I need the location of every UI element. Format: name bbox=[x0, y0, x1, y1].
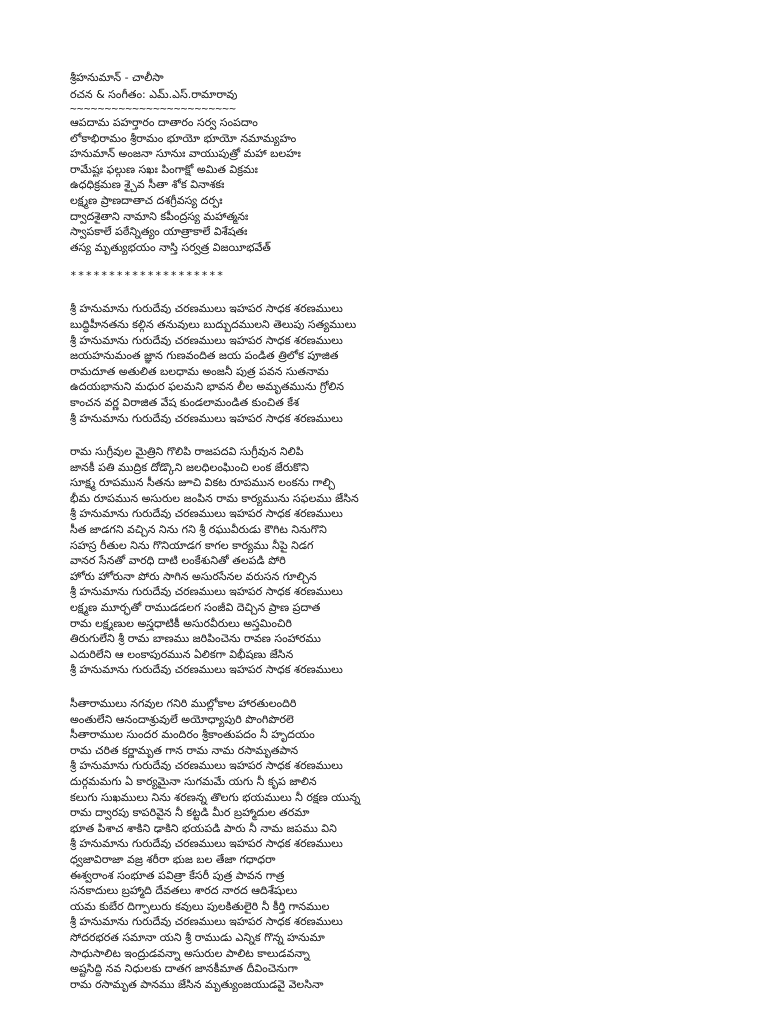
shloka-line: ఉధధిక్రమణ శ్చైవ సీతా శోక వినాశకః bbox=[70, 178, 225, 192]
shloka-line: ద్వాదశైతాని నామాని కపీంద్రస్య మహాత్మనః bbox=[70, 209, 249, 223]
verse-line: సూక్ష్మ రూపమున సీతను జూచి వికట రూపమున లంకను గాల్చి bbox=[70, 476, 335, 490]
shloka-line: లక్ష్మణ ప్రాణదాతాచ దశగ్రీవస్య దర్పః bbox=[70, 193, 223, 207]
verse-stanza bbox=[70, 696, 750, 992]
verse-line: హోరు హోరునా పోరు సాగిన అసురసేనల వరుసన గూల్చిన bbox=[70, 569, 317, 583]
verse-line: కాంచన వర్ణ విరాజిత వేష కుండలామండిత కుంచిత కేశ bbox=[70, 395, 300, 409]
verse-line: సాధుసాలిట ఇంద్రుడవన్నా అసురుల పాలిట కాలుడవన్నా bbox=[70, 946, 310, 960]
verse-line: సీతారాముల సుందర మందిరం శ్రీకాంతుపదం నీ హృదయం bbox=[70, 728, 315, 742]
verse-line: రామ ద్వారపు కాపరివైన నీ కట్టడి మీర బ్రహ్మాదుల తరమా bbox=[70, 806, 310, 820]
shloka-line: స్వాపకాలే పఠేన్నిత్యం యాత్రాకాలే విశేషతః bbox=[70, 225, 248, 239]
verse-line: రామ చరిత కర్ణామృత గాన రామ నామ రసామృతపాన bbox=[70, 743, 299, 757]
verse-line: జానకీ పతి ముద్రిక దోడ్కొని జలధిలంఘించి లంక జేరుకొని bbox=[70, 460, 309, 474]
verse-line: ఎదురిలేని ఆ లంకాపురమున ఏలికగా విభీషణు జేసిన bbox=[70, 647, 294, 661]
verse-line: శ్రీ హనుమాను గురుదేవు చరణములు ఇహపర సాధక శరణములు bbox=[70, 302, 343, 316]
shloka-line: రామేష్టః ఫల్గుణ సఖః పింగాక్షో అమిత విక్రమః bbox=[70, 162, 258, 176]
verse-line: ధ్వజావిరాజా వజ్ర శరీరా భుజ బల తేజా గధాధరా bbox=[70, 852, 276, 866]
verse-line: సీతారాములు నగవుల గనిరి ముల్లోకాల హారతులందిరి bbox=[70, 697, 297, 710]
chalisa-verses bbox=[70, 301, 750, 992]
verse-line: తిరుగులేని శ్రీ రామ బాణము జరిపించెను రావణ సంహారము bbox=[70, 632, 321, 646]
verse-line: కలుగు సుఖములు నిను శరణన్న తొలగు భయములు నీ రక్షణ యున్న bbox=[70, 790, 361, 804]
verse-line: శ్రీ హనుమాను గురుదేవు చరణములు ఇహపర సాధక శరణములు bbox=[70, 507, 343, 521]
verse-line: శ్రీ హనుమాను గురుదేవు చరణములు ఇహపర సాధక శరణములు bbox=[70, 915, 343, 929]
document-header bbox=[70, 70, 750, 103]
tilde-separator: ~~~~~~~~~~~~~~~~~~~~~~~~ bbox=[70, 102, 237, 115]
verse-line: రామ లక్ష్మణుల అస్త్రధాటికీ అసురవీరులు అస్తమించిరి bbox=[70, 616, 292, 630]
verse-line: భూత పిశాచ శాకిని ఢాకిని భయపడి పారు నీ నామ జపము విని bbox=[70, 821, 337, 835]
verse-line: శ్రీ హనుమాను గురుదేవు చరణములు ఇహపర సాధక శరణములు bbox=[70, 411, 343, 425]
verse-line: యమ కుబేర దిగ్పాలురు కవులు పులకితులైరి నీ కీర్తి గానముల bbox=[70, 899, 330, 913]
shloka-line: తస్య మృత్యుభయం నాస్తి సర్వత్ర విజయీభవేత్ bbox=[70, 240, 271, 254]
verse-line: వానర సేనతో వారధి దాటి లంకేశునితో తలపడి పోరి bbox=[70, 554, 286, 568]
verse-line: లక్ష్మణ మూర్ఛతో రాముడడలగ సంజీవి దెచ్చిన ప్రాణ ప్రదాత bbox=[70, 601, 321, 615]
verse-line: శ్రీ హనుమాను గురుదేవు చరణములు ఇహపర సాధక శరణములు bbox=[70, 663, 343, 677]
verse-line: అంతులేని ఆనందాశ్రువులే అయోధ్యాపురి పొంగిపొరలె bbox=[70, 712, 294, 726]
verse-line: రామ సుగ్రీవుల మైత్రిని గొలిపి రాజపదవి సుగ్రీవున నిలిపి bbox=[70, 445, 304, 459]
verse-line: రామదూత అతులిత బలధామ అంజనీ పుత్ర పవన సుతనామ bbox=[70, 364, 329, 378]
verse-line: ఈశ్వరాంశ సంభూత పవిత్రా కేసరీ పుత్ర పావన గాత్ర bbox=[70, 868, 285, 882]
verse-line: సోదరభరత సమానా యని శ్రీ రాముడు ఎన్నిక గొన్న హనుమా bbox=[70, 930, 325, 944]
shloka-line: ఆపదామ పహర్తారం దాతారం సర్వ సంపదాం bbox=[70, 116, 258, 129]
star-separator: ******************** bbox=[70, 269, 225, 283]
verse-line: శ్రీ హనుమాను గురుదేవు చరణములు ఇహపర సాధక శరణములు bbox=[70, 759, 343, 773]
verse-stanza bbox=[70, 444, 750, 678]
verse-line: శ్రీ హనుమాను గురుదేవు చరణములు ఇహపర సాధక శరణములు bbox=[70, 837, 343, 851]
shloka-line: హనుమాన్ అంజనా సూనుః వాయుపుత్రో మహా బలహః bbox=[70, 147, 301, 161]
verse-line: జయహనుమంత జ్ఞాన గుణవందిత జయ పండిత త్రిలోక పూజిత bbox=[70, 349, 339, 363]
verse-line: అష్టసిద్ది నవ నిధులకు దాతగ జానకీమాత దీవించెనుగా bbox=[70, 962, 298, 976]
document-body bbox=[70, 70, 750, 1010]
verse-line: శ్రీ హనుమాను గురుదేవు చరణములు ఇహపర సాధక శరణములు bbox=[70, 333, 343, 347]
verse-line: భీమ రూపమున అసురుల జంపిన రామ కార్యమును సఫలము జేసిన bbox=[70, 491, 359, 505]
verse-stanza bbox=[70, 301, 750, 426]
verse-line: సనకాదులు బ్రహ్మాది దేవతలు శారద నారద ఆదిశేషులు bbox=[70, 884, 298, 898]
verse-line: బుద్ధిహీనతను కల్గిన తనువులు బుద్బుదములని తెలుపు సత్యములు bbox=[70, 317, 357, 331]
verse-line: దుర్గమమగు ఏ కార్యమైనా సుగమమే యగు నీ కృప జాలిన bbox=[70, 774, 317, 788]
shloka-line: లోకాభిరామం శ్రీరామం భూయో భూయో నమామ్యహం bbox=[70, 131, 297, 145]
page-title: శ్రీహనుమాన్ - చాలీసా bbox=[70, 71, 164, 84]
dhyana-shloka bbox=[70, 115, 750, 255]
verse-line: రామ రసామృత పానము జేసిన మృత్యుంజయుడవై వెలసినా bbox=[70, 977, 324, 991]
credits-line: రచన & సంగీతం: ఎమ్.ఎస్.రామారావు bbox=[70, 87, 238, 101]
verse-line: సహస్ర రీతుల నిను గొనియాడగ కాగల కార్యము నీపై నిడగ bbox=[70, 538, 314, 552]
verse-line: శ్రీ హనుమాను గురుదేవు చరణములు ఇహపర సాధక శరణములు bbox=[70, 585, 343, 599]
verse-line: ఉదయభానుని మధుర ఫలమని భావన లీల అమృతమును గ్రోలిన bbox=[70, 380, 345, 394]
verse-line: సీత జాడగని వచ్చిన నిను గని శ్రీ రఘువీరుడు కౌగిట నినుగొని bbox=[70, 523, 327, 537]
